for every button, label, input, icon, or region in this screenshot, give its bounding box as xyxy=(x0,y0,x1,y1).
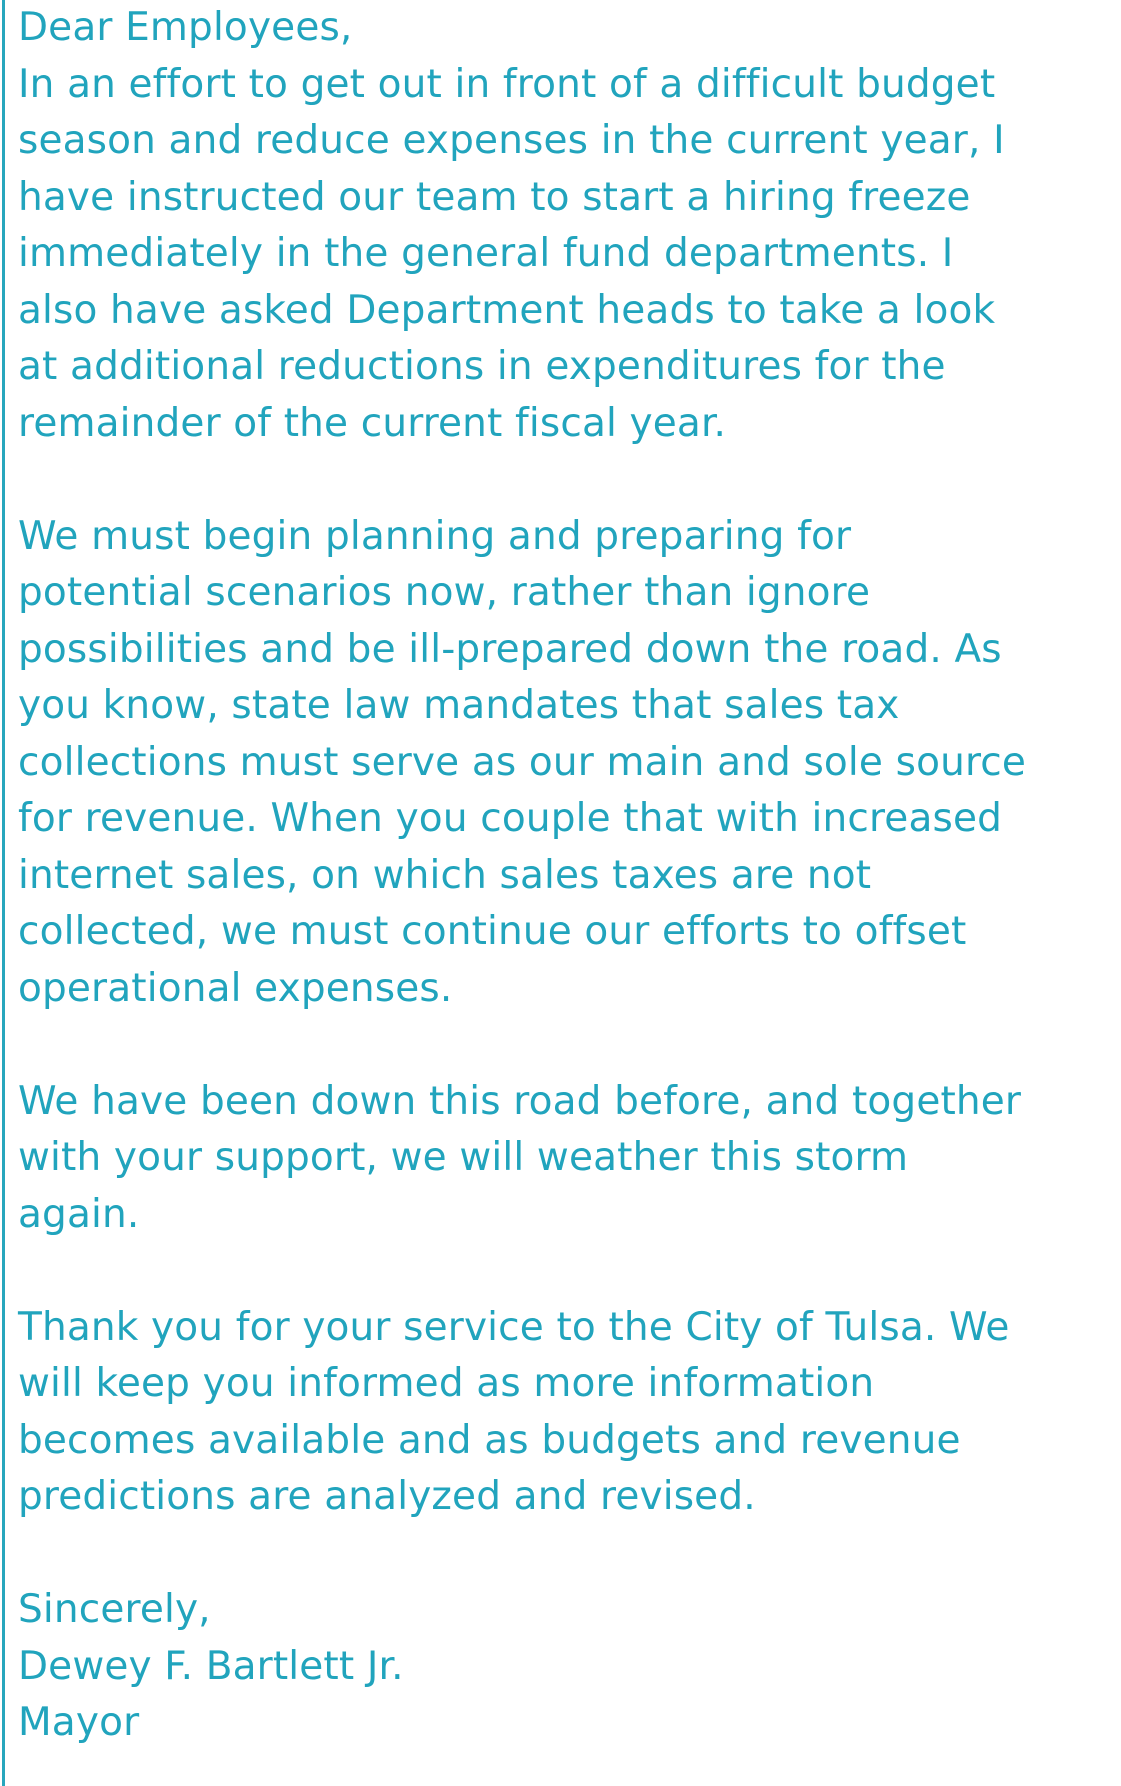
paragraph-line: have instructed our team to start a hiring freeze xyxy=(18,174,971,220)
paragraph-line: Thank you for your service to the City of Tulsa. We xyxy=(18,1304,1010,1350)
paragraph-gap xyxy=(18,1017,1113,1074)
paragraph-line: predictions are analyzed and revised. xyxy=(18,1474,756,1519)
paragraph-line: collections must serve as our main and sole source xyxy=(18,739,1027,785)
paragraph-gap xyxy=(18,452,1113,509)
paragraph-line: potential scenarios now, rather than ignore xyxy=(18,570,871,615)
signer-name: Dewey F. Bartlett Jr. xyxy=(18,1643,404,1689)
paragraph-line: at additional reductions in expenditures for the xyxy=(18,344,946,389)
paragraph-line: season and reduce expenses in the current year, I xyxy=(18,118,1005,163)
paragraph-line: We must begin planning and preparing for xyxy=(18,513,852,559)
paragraph-1 xyxy=(18,57,1113,453)
paragraph-line: becomes available and as budgets and revenue xyxy=(18,1417,961,1463)
paragraph-3 xyxy=(18,1074,1113,1244)
paragraph-2 xyxy=(18,509,1113,1018)
paragraph-line: will keep you informed as more information xyxy=(18,1361,875,1406)
salutation: Dear Employees, xyxy=(18,5,353,50)
paragraph-line: you know, state law mandates that sales tax xyxy=(18,683,900,728)
paragraph-line: for revenue. When you couple that with increased xyxy=(18,796,1003,841)
paragraph-gap xyxy=(18,1526,1113,1583)
paragraph-line: also have asked Department heads to take a look xyxy=(18,287,996,333)
paragraph-line: operational expenses. xyxy=(18,965,453,1011)
paragraph-line: internet sales, on which sales taxes are not xyxy=(18,852,872,898)
paragraph-line: possibilities and be ill-prepared down the road. As xyxy=(18,626,1002,672)
letter-body xyxy=(18,0,1113,1752)
signer-title: Mayor xyxy=(18,1700,140,1745)
paragraph-line: We have been down this road before, and together xyxy=(18,1078,1022,1124)
paragraph-line: with your support, we will weather this storm xyxy=(18,1135,909,1180)
paragraph-4 xyxy=(18,1300,1113,1526)
paragraph-line: collected, we must continue our efforts to offset xyxy=(18,909,967,954)
paragraph-line: remainder of the current fiscal year. xyxy=(18,400,727,446)
quote-bar xyxy=(2,0,5,1786)
paragraph-line: again. xyxy=(18,1191,140,1237)
paragraph-gap xyxy=(18,1243,1113,1300)
paragraph-line: In an effort to get out in front of a difficult budget xyxy=(18,61,996,107)
closing: Sincerely, xyxy=(18,1587,211,1632)
paragraph-line: immediately in the general fund departments. I xyxy=(18,231,954,276)
